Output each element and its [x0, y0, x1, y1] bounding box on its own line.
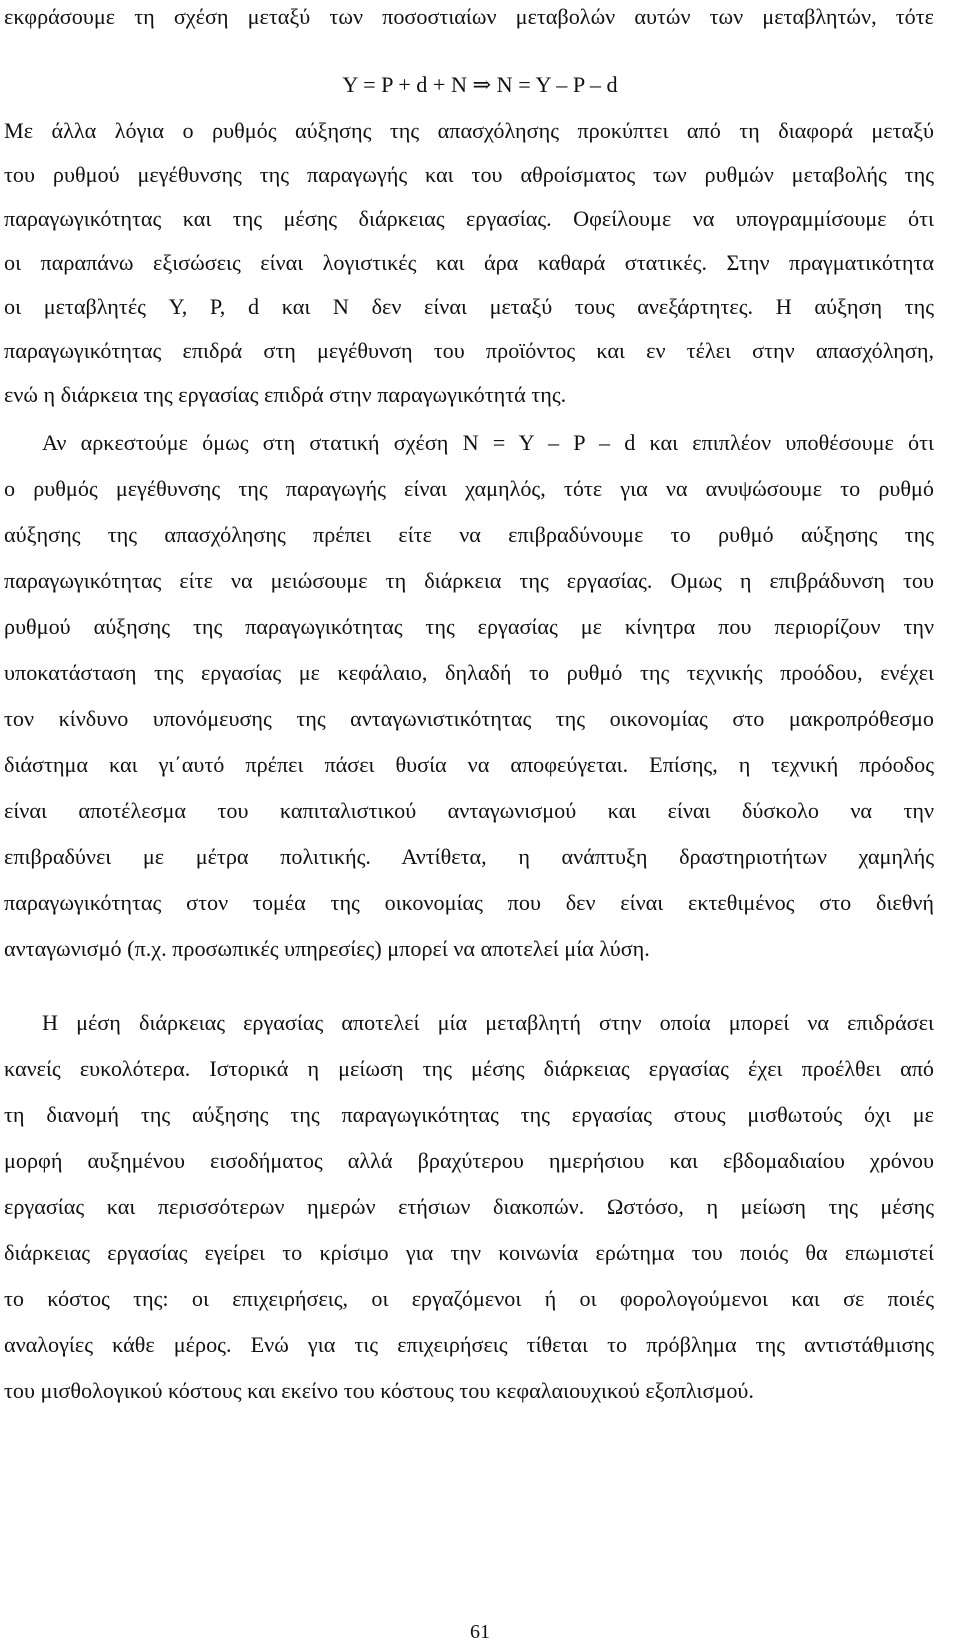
paragraph-line: παραγωγικότητας επιδρά στη μεγέθυνση του προϊόντος και εν τέλει στην απασχόληση,: [4, 338, 934, 363]
paragraph-line: διάρκειας εργασίας εγείρει το κρίσιμο για την κοινωνία ερώτημα του ποιός θα επωμιστεί: [4, 1240, 934, 1265]
paragraph-line: Αν αρκεστούμε όμως στη στατική σχέση N = Y – P – d και επιπλέον υποθέσουμε ότι: [42, 430, 934, 455]
paragraph-line: αύξησης της απασχόλησης πρέπει είτε να επιβραδύνουμε το ρυθμό αύξησης της: [4, 522, 934, 547]
paragraph-line: του ρυθμού μεγέθυνσης της παραγωγής και του αθροίσματος των ρυθμών μεταβολής της: [4, 162, 934, 187]
paragraph-line: αναλογίες κάθε μέρος. Ενώ για τις επιχειρήσεις τίθεται το πρόβλημα της αντιστάθμισης: [4, 1332, 934, 1357]
paragraph-line: κανείς ευκολότερα. Ιστορικά η μείωση της μέσης διάρκειας εργασίας έχει προέλθει από: [4, 1056, 934, 1081]
paragraph-line: επιβραδύνει με μέτρα πολιτικής. Αντίθετα, η ανάπτυξη δραστηριοτήτων χαμηλής: [4, 844, 934, 869]
paragraph-line: ανταγωνισμό (π.χ. προσωπικές υπηρεσίες) μπορεί να αποτελεί μία λύση.: [4, 936, 650, 961]
paragraph-line: Η μέση διάρκειας εργασίας αποτελεί μία μεταβλητή στην οποία μπορεί να επιδράσει: [42, 1010, 934, 1035]
paragraph-line: οι μεταβλητές Y, P, d και N δεν είναι μεταξύ τους ανεξάρτητες. Η αύξηση της: [4, 294, 934, 319]
paragraph-line: παραγωγικότητας στον τομέα της οικονομίας που δεν είναι εκτεθιμένος στο διεθνή: [4, 890, 934, 915]
paragraph-line: ενώ η διάρκεια της εργασίας επιδρά στην παραγωγικότητά της.: [4, 382, 567, 407]
paragraph-line: Με άλλα λόγια ο ρυθμός αύξησης της απασχόλησης προκύπτει από τη διαφορά μεταξύ: [4, 118, 934, 143]
paragraph-line: είναι αποτέλεσμα του καπιταλιστικού ανταγωνισμού και είναι δύσκολο να την: [4, 798, 934, 823]
intro-line: εκφράσουμε τη σχέση μεταξύ των ποσοστιαίων μεταβολών αυτών των μεταβλητών, τότε: [4, 4, 934, 29]
paragraph-line: υποκατάσταση της εργασίας με κεφάλαιο, δηλαδή το ρυθμό της τεχνικής προόδου, ενέχει: [4, 660, 934, 685]
paragraph-line: παραγωγικότητας είτε να μειώσουμε τη διάρκεια της εργασίας. Ομως η επιβράδυνση του: [4, 568, 934, 593]
paragraph-line: του μισθολογικού κόστους και εκείνο του κόστους του κεφαλαιουχικού εξοπλισμού.: [4, 1378, 754, 1403]
equation: Y = P + d + N ⇒ N = Y – P – d: [342, 72, 618, 97]
paragraph-line: τον κίνδυνο υπονόμευσης της ανταγωνιστικότητας της οικονομίας στο μακροπρόθεσμο: [4, 706, 934, 731]
page-number: 61: [470, 1621, 490, 1643]
paragraph-line: οι παραπάνω εξισώσεις είναι λογιστικές και άρα καθαρά στατικές. Στην πραγματικότητα: [4, 250, 934, 275]
paragraph-line: εργασίας και περισσότερων ημερών ετήσιων διακοπών. Ωστόσο, η μείωση της μέσης: [4, 1194, 934, 1219]
paragraph-line: μορφή αυξημένου εισοδήματος αλλά βραχύτερου ημερήσιου και εβδομαδιαίου χρόνου: [4, 1148, 934, 1173]
paragraph-line: παραγωγικότητας και της μέσης διάρκειας εργασίας. Οφείλουμε να υπογραμμίσουμε ότι: [4, 206, 934, 231]
paragraph-line: ο ρυθμός μεγέθυνσης της παραγωγής είναι χαμηλός, τότε για να ανυψώσουμε το ρυθμό: [4, 476, 934, 501]
paragraph-line: διάστημα και γι΄αυτό πρέπει πάσει θυσία να αποφεύγεται. Επίσης, η τεχνική πρόοδος: [4, 752, 934, 777]
paragraph-line: το κόστος της: οι επιχειρήσεις, οι εργαζόμενοι ή οι φορολογούμενοι και σε ποιές: [4, 1286, 934, 1311]
paragraph-line: τη διανομή της αύξησης της παραγωγικότητας της εργασίας στους μισθωτούς όχι με: [4, 1102, 934, 1127]
paragraph-line: ρυθμού αύξησης της παραγωγικότητας της εργασίας με κίνητρα που περιορίζουν την: [4, 614, 934, 639]
